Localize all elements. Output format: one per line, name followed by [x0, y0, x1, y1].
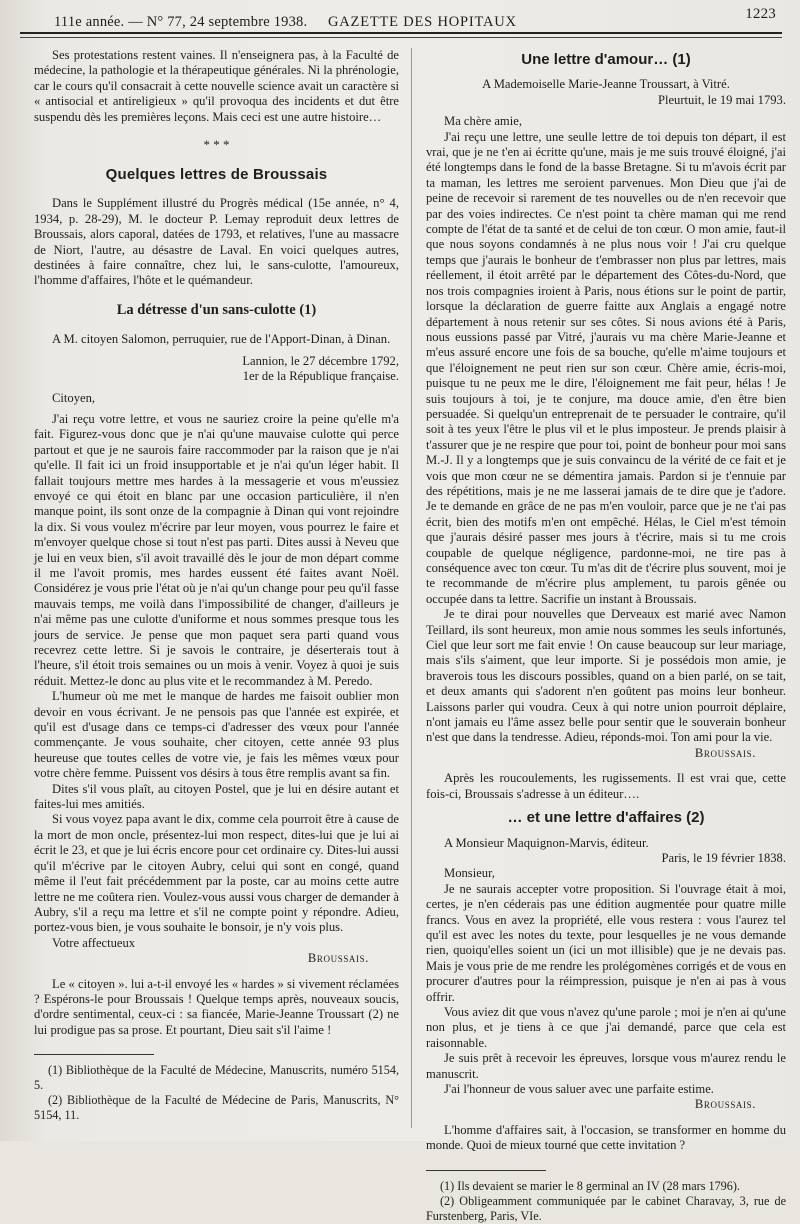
letter2-commentary: Après les roucoulements, les rugissements. Il est vrai que, cette fois-ci, Broussais s'adresse à un éditeur…. [426, 771, 786, 801]
header-rule [20, 37, 782, 38]
letter2-address: A Mademoiselle Marie-Jeanne Troussart, à Vitré. [482, 77, 730, 92]
left-column [34, 48, 399, 1123]
letter1-title: La détresse d'un sans-culotte (1) [116, 301, 317, 318]
letter3-title: … et une lettre d'affaires (2) [507, 809, 705, 827]
letter3-paragraph-4: J'ai l'honneur de vous saluer avec une parfaite estime. [444, 1082, 714, 1096]
right-footnotes [426, 1179, 786, 1224]
section-separator: * * * [203, 137, 230, 153]
letter3-commentary: L'homme d'affaires sait, à l'occasion, se transformer en homme du monde. Quoi de mieux tourné que cette invitation ? [426, 1122, 786, 1153]
letter2-paragraph-2: Je te dirai pour nouvelles que Derveaux est marié avec Namon Teillard, ils sont heureux, mon amie nous sommes les seuls infortunés, Ciel que leur sort me fait envie ! On cause beaucoup sur leur mariage, mais s'ils s'aiment, que leur importe. Si je possédois mon amie, je braverois tous les discours possibles, quand on a bien parlé, on se tait, et deux amants qui s'adorent n'en goûtent pas moins leur bonheur. Laissons parler qui voudra. Ceux à qui notre union pourroit déplaire, n'ont jamais eu l'âme assez belle pour sentir que le souverain bonheur n'est que dans la tendresse. Adieu, réponds-moi. Ton ami pour la vie. [426, 607, 786, 745]
letter1-closing: Votre affectueux [52, 935, 136, 950]
letter3-paragraph-2: Vous aviez dit que vous n'avez qu'une parole ; moi je n'en ai qu'une non plus, et je tiens à ce que j'ai demandé, parce que cela est raisonnable. [426, 1004, 786, 1050]
section-intro: Dans le Supplément illustré du Progrès médical (15e année, n° 4, 1934, p. 28-29), M. le docteur P. Lemay reproduit deux lettres de Broussais, alors caporal, datées de 1793, et relatives, l'une au massacre de Niort, l'autre, au désastre de Laval. En voici quelques autres, destinées à faire connaître, chez lui, le sans-culotte, l'amoureux, l'homme d'affaires, l'hôte et le quémandeur. [34, 196, 399, 288]
journal-title: GAZETTE DES HOPITAUX [328, 14, 517, 30]
letter2-paragraph-1: J'ai reçu une lettre, une seulle lettre de toi depuis ton départ, il est vrai, que je ne t'en ai écritte qu'une, mais je me suis trouvé éloigné, j'ai été longtemps dans le fond de la basse Bretagne. Si tu m'avois écrit par ta maman, les lettres me seroient parvenues. Mon Dieu que j'ai de peine de recevoir si rarement de tes nouvelles ou de n'en recevoir que par des voies indirectes. Ce n'est point ta chère maman qui me rend compte de l'état de ta santé et de celui de ton cœur. O mon amie, faut-il que nous soyons condamnés à ne plus nous voir ! J'ai cru quelque temps que j'aurais le bonheur de t'embrasser non plus par lettres, mais réellement, il étoit arrêté par le département des Côtes-du-Nord, que nos trois compagnies iroient à Paris, nous étions sur le point de partir, lorsque la déclaration de guerre faitte aux Anglais a engagé notre département à nous retenir sur ses côtes. Si nous avions été à Paris, nous eussions passé par Vitré, j'aurais vu ma chère Marie-Jeanne et m'eus assuré encore une fois de sa bouche, qu'elle m'aime toujours et que l'éloignement ne peut rien sur son cœur. Chère amie, écris-moi, puisque tu ne peux me le dire, l'éloignement me fait peur, hélas ! Je suis toujours à toi, je te conjure, ma douce amie, d'en être bien persuadée. Si quelqu'un entreprenait de te persuader le contraire, qu'il soit à tes yeux l'être le plus vil et le plus imposteur. Je prends plaisir à t'assurer que je ne respire que pour toi, point de bonheur pour moi sans M.-J. Il y a longtemps que je suis convaincu de la vérité de ce fait et je vois que mon cœur ne se démentira jamais. Pardon si je t'ennuie par des répétitions, mais je ne me lasserai jamais de te dire que je t'adore. Je te demande en grâce de ne pas m'en vouloir, parce que je ne t'ai pas écrit, bien des motifs m'en ont empêché. Hélas, le Ciel m'est témoin que j'aurais désiré passer mes jours à t'écrire, mais si tu me crois coupable de quelque négligence, pardonne-moi, ne tire pas à conséquence avec ton cœur. Tu m'as dit de t'écrire plus souvent, moi je te recommande de m'écrire plus amplement, tu parois gênée ou occupée dans ta lettre. Sacrifie un instant à Broussais. [426, 129, 786, 606]
right-column [426, 48, 786, 1224]
letter1-paragraph-4: Si vous voyez papa avant le dix, comme cela pourroit être à cause de la mort de mon oncle, présentez-lui mon respect, dites-lui que je lui ai écrit le 23, et que je lui écris encore pour cet ordinaire cy. Dites-lui aussi qu'il m'écrive par le citoyen Aubry, celui qui sont en congé, quand même il l'eut fait précédemment par la poste, car au moins cette autre lettre ne me coûtera rien. Voulez-vous aussi vous charger de demander à Aubry, s'il a reçu ma lettre et s'il ne compte point y répondre. Adieu, portez-vous bien, je vous souhaite le bonsoir, je n'y vois plus. [34, 812, 399, 935]
letter3-address: A Monsieur Maquignon-Marvis, éditeur. [444, 835, 649, 850]
letter3-date: Paris, le 19 février 1838. [661, 850, 786, 865]
footnote-1: (1) Bibliothèque de la Faculté de Médecine, Manuscrits, numéro 5154, 5. [34, 1063, 399, 1093]
article-columns [20, 48, 786, 1223]
letter1-address: A M. citoyen Salomon, perruquier, rue de l'Apport-Dinan, à Dinan. [52, 332, 391, 347]
letter1-salutation: Citoyen, [52, 390, 96, 405]
column-divider [411, 48, 412, 1128]
left-footnotes [34, 1063, 399, 1123]
page-header [20, 6, 782, 34]
letter3-signature: Broussais. [694, 1097, 756, 1112]
letter3-paragraph-1: Je ne saurais accepter votre proposition. Si l'ouvrage était à moi, certes, je n'en céderais pas une édition augmentée pour quatre mille francs. Vous en avez la propriété, elle vous restera : vous l'aurez tel qu'il est avec les notes du texte, pour lesquelles je ne vous demande rien, quoiqu'elles soient un (ici un mot illisible) que je ne devais pas. Mais je vous prie de me rendre les prolégomènes corrigés et de vous en procurer d'autres pour la réimpression, puisque je n'en ai pas à vous offrir. [426, 881, 786, 1004]
section-title: Quelques lettres de Broussais [105, 166, 328, 184]
footnote-2: (2) Bibliothèque de la Faculté de Médecine de Paris, Manuscrits, N° 5154, 11. [34, 1093, 399, 1123]
footnote-rule-right [426, 1170, 546, 1171]
letter2-title: Une lettre d'amour… (1) [521, 51, 691, 68]
letter1-paragraph-3: Dites s'il vous plaît, au citoyen Postel, que je lui en désire autant et faites-lui mes amitiés. [34, 781, 399, 812]
letter2-date: Pleurtuit, le 19 mai 1793. [657, 92, 786, 107]
letter1-paragraph-1: J'ai reçu votre lettre, et vous ne sauriez croire la peine qu'elle m'a fait. Figurez-vous donc que je n'ai qu'une mauvaise culotte qui perce partout et que je ne saurois faire raccommoder par la raison que je n'ai qu'elle. Il fait ici un froid insupportable et je n'ai qu'un léger habit. Il fallait toujours mettre mes hardes à la messagerie et vous m'eussiez envoyé ce qui étoit en blanc par une occasion particulière, il n'en manque point, ils sont onze de la compagnie à Dinan qui vont rejoindre la dix. Si vous voulez m'écrire par leur moyen, vous pourrez le faire et m'envoyer quelque chose si tout n'est pas parti. Dites aussi à Neveu que je lui en veux bien, s'il avoit travaillé dès le jour de mon départ comme il me l'avoit promis, mes hardes eussent été faites avant Noël. Considérez je vous prie l'état où je n'ai qu'un change pour peu qu'il fasse mauvais temps, me voilà dans l'impossibilité de changer, d'ailleurs je n'ai même pas une culotte d'uniforme et nous sommes presque tous les jours de service. Je pense que mon paquet sera parti quand vous recevrez cette lettre. Si je savois le contraire, je déserterais tout à l'heure, s'il étoit trois semaines ou un mois à venir. Voyez à quoi je suis réduit. Mettez-le donc au plus vite et le recommandez à M. Peredo. [34, 411, 399, 688]
letter1-commentary: Le « citoyen ». lui a-t-il envoyé les « hardes » si vivement réclamées ? Espérons-le pour Broussais ! Quelque temps après, nouveaux soucis, d'ordre sentimental, ceux-ci : sa fiancée, Marie-Jeanne Troussart (2) ne lui prodigue pas sa prose. Et pourtant, Dieu sait s'il l'aime ! [34, 976, 399, 1037]
footnote-right-1: (1) Ils devaient se marier le 8 germinal an IV (28 mars 1796). [440, 1178, 740, 1193]
page-number: 1223 [745, 6, 776, 22]
letter2-salutation: Ma chère amie, [444, 114, 522, 129]
intro-paragraph: Ses protestations restent vaines. Il n'enseignera pas, à la Faculté de médecine, la pathologie et la thérapeutique générales. Ni la phrénologie, car le cours qu'il consacrait à cette nouvelle science avait un caractère si « antisocial et antireligieux » qu'il provoqua des incidents et dut être suspendu dès les premières leçons. Mais ceci est une autre histoire… [34, 48, 399, 124]
letter1-signature: Broussais. [307, 951, 369, 966]
issue-line: 111e année. — N° 77, 24 septembre 1938. [54, 14, 308, 30]
letter1-paragraph-2: L'humeur où me met le manque de hardes me faisoit oublier mon devoir en vous écrivant. Je ne pensois pas que l'année est expirée, et qu'il est d'usage dans ce temps-ci d'adresser des vœux pour l'année commençante. Je vous souhaite, cher citoyen, cette année 93 plus heureuse que toutes celles de votre vie, je fais les mêmes vœux pour votre chère femme. Puissent vos désirs à tous être remplis avant sa fin. [34, 689, 399, 781]
letter1-date: Lannion, le 27 décembre 1792, [242, 353, 399, 368]
footnote-right-2: (2) Obligeamment communiquée par le cabinet Charavay, 3, rue de Furstenberg, Paris, VIe. [426, 1193, 786, 1223]
letter1-date-republic: 1er de la République française. [242, 369, 399, 384]
letter3-paragraph-3: Je suis prêt à recevoir les épreuves, lorsque vous m'aurez rendu le manuscrit. [426, 1051, 786, 1081]
letter2-signature: Broussais. [694, 745, 756, 760]
letter3-salutation: Monsieur, [444, 866, 495, 881]
footnote-rule [34, 1054, 154, 1055]
